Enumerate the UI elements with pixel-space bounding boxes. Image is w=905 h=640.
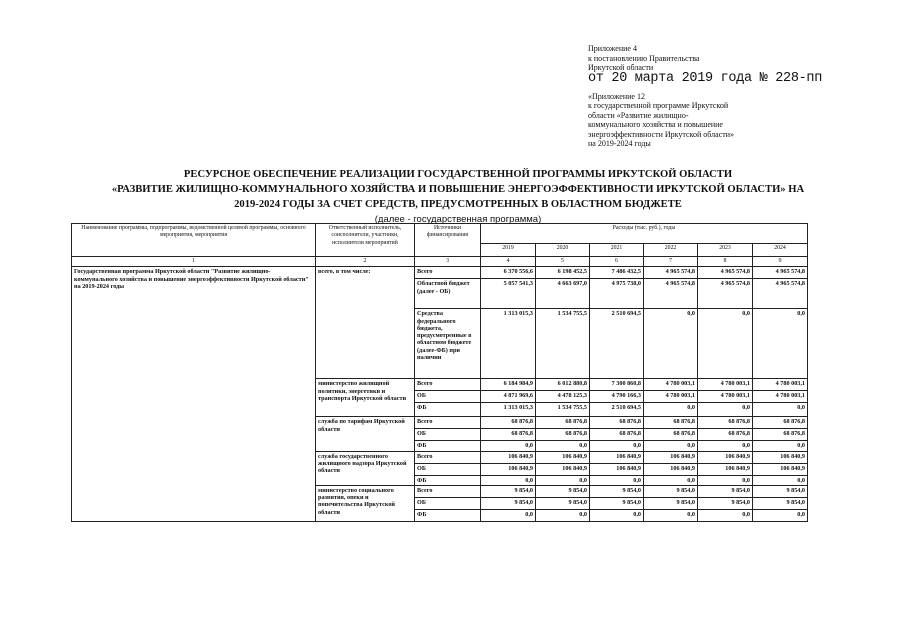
source-cell: ФБ bbox=[415, 441, 481, 451]
amount-cell: 106 840,9 bbox=[753, 451, 808, 463]
executor-cell: министерство жилищной политики, энергетики и транспорта Иркутской области bbox=[316, 379, 415, 417]
amount-cell: 7 486 432,5 bbox=[590, 267, 644, 279]
source-cell: Всего bbox=[415, 451, 481, 463]
column-number: 9 bbox=[753, 257, 808, 267]
amount-cell: 4 780 003,1 bbox=[644, 391, 698, 403]
amount-cell: 106 840,9 bbox=[644, 463, 698, 475]
program-name-cell: Государственная программа Иркутской области "Развитие жилищно-коммунального хозяйства и повышение энергоэффективности Иркутской области" на 2019-2024 годы bbox=[72, 267, 316, 522]
amount-cell: 4 965 574,8 bbox=[753, 267, 808, 279]
amount-cell: 0,0 bbox=[481, 441, 536, 451]
source-cell: Средства федерального бюджета, предусмотренные в областном бюджете (далее-ФБ) при наличии bbox=[415, 309, 481, 379]
header-program-name: Наименование программы, подпрограммы, ведомственной целевой программы, основного мероприятия, мероприятия bbox=[72, 224, 316, 257]
amount-cell: 0,0 bbox=[753, 475, 808, 485]
amount-cell: 0,0 bbox=[644, 441, 698, 451]
amount-cell: 68 876,8 bbox=[536, 417, 590, 429]
column-number: 7 bbox=[644, 257, 698, 267]
region-label: Иркутской области bbox=[588, 63, 654, 72]
amount-cell: 2 510 694,5 bbox=[590, 403, 644, 417]
source-cell: Всего bbox=[415, 417, 481, 429]
amount-cell: 106 840,9 bbox=[481, 451, 536, 463]
amount-cell: 4 780 003,1 bbox=[753, 391, 808, 403]
header-year: 2020 bbox=[536, 244, 590, 257]
amount-cell: 4 965 574,8 bbox=[644, 279, 698, 309]
amount-cell: 4 780 003,1 bbox=[644, 379, 698, 391]
amount-cell: 0,0 bbox=[698, 403, 753, 417]
resource-table bbox=[71, 223, 808, 522]
amount-cell: 4 478 125,3 bbox=[536, 391, 590, 403]
amount-cell: 0,0 bbox=[536, 441, 590, 451]
appendix-quote: «Приложение 12 bbox=[588, 91, 645, 101]
header-expenses: Расходы (тыс. руб.), годы bbox=[481, 224, 808, 244]
column-number: 5 bbox=[536, 257, 590, 267]
header-year: 2021 bbox=[590, 244, 644, 257]
column-number: 6 bbox=[590, 257, 644, 267]
amount-cell: 68 876,8 bbox=[698, 429, 753, 441]
title-line-1: РЕСУРСНОЕ ОБЕСПЕЧЕНИЕ РЕАЛИЗАЦИИ ГОСУДАРСТВЕННОЙ ПРОГРАММЫ ИРКУТСКОЙ ОБЛАСТИ bbox=[183, 169, 733, 180]
amount-cell: 9 854,0 bbox=[536, 497, 590, 509]
header-source: Источники финансирования bbox=[415, 224, 481, 257]
amount-cell: 0,0 bbox=[644, 309, 698, 379]
amount-cell: 9 854,0 bbox=[536, 485, 590, 497]
program-name-line-3: энергоэффективности Иркутской области» bbox=[588, 129, 735, 139]
amount-cell: 9 854,0 bbox=[644, 485, 698, 497]
amount-cell: 2 510 694,5 bbox=[590, 309, 644, 379]
amount-cell: 68 876,8 bbox=[753, 417, 808, 429]
column-number: 8 bbox=[698, 257, 753, 267]
amount-cell: 0,0 bbox=[481, 509, 536, 521]
amount-cell: 0,0 bbox=[590, 441, 644, 451]
source-cell: ОБ bbox=[415, 391, 481, 403]
amount-cell: 9 854,0 bbox=[590, 485, 644, 497]
amount-cell: 4 965 574,8 bbox=[753, 279, 808, 309]
amount-cell: 0,0 bbox=[698, 441, 753, 451]
header-year: 2023 bbox=[698, 244, 753, 257]
source-cell: ОБ bbox=[415, 429, 481, 441]
source-cell: Всего bbox=[415, 267, 481, 279]
amount-cell: 0,0 bbox=[644, 475, 698, 485]
source-cell: Всего bbox=[415, 379, 481, 391]
amount-cell: 68 876,8 bbox=[644, 417, 698, 429]
amount-cell: 106 840,9 bbox=[590, 451, 644, 463]
column-number: 2 bbox=[316, 257, 415, 267]
amount-cell: 106 840,9 bbox=[536, 463, 590, 475]
amount-cell: 9 854,0 bbox=[590, 497, 644, 509]
resolution-label: к постановлению Правительства bbox=[588, 53, 700, 63]
amount-cell: 68 876,8 bbox=[536, 429, 590, 441]
amount-cell: 0,0 bbox=[753, 309, 808, 379]
executor-cell: служба по тарифам Иркутской области bbox=[316, 417, 415, 451]
source-cell: ФБ bbox=[415, 509, 481, 521]
amount-cell: 6 370 556,6 bbox=[481, 267, 536, 279]
source-cell: Всего bbox=[415, 485, 481, 497]
amount-cell: 106 840,9 bbox=[698, 463, 753, 475]
date-number-stamp: от 20 марта 2019 года № 228-пп bbox=[588, 70, 823, 86]
amount-cell: 0,0 bbox=[698, 309, 753, 379]
amount-cell: 0,0 bbox=[481, 475, 536, 485]
column-number: 4 bbox=[481, 257, 536, 267]
amount-cell: 106 840,9 bbox=[698, 451, 753, 463]
amount-cell: 9 854,0 bbox=[753, 485, 808, 497]
amount-cell: 9 854,0 bbox=[481, 485, 536, 497]
to-program-label: к государственной программе Иркутской bbox=[588, 101, 729, 110]
amount-cell: 9 854,0 bbox=[698, 497, 753, 509]
amount-cell: 0,0 bbox=[536, 509, 590, 521]
amount-cell: 1 534 755,5 bbox=[536, 309, 590, 379]
document-header bbox=[588, 44, 822, 149]
program-years: на 2019-2024 годы bbox=[588, 139, 651, 148]
amount-cell: 0,0 bbox=[644, 403, 698, 417]
amount-cell: 4 780 003,1 bbox=[698, 379, 753, 391]
amount-cell: 68 876,8 bbox=[753, 429, 808, 441]
amount-cell: 9 854,0 bbox=[698, 485, 753, 497]
header-year: 2022 bbox=[644, 244, 698, 257]
amount-cell: 0,0 bbox=[590, 509, 644, 521]
header-executor: Ответственный исполнитель, соисполнители, участники, исполнители мероприятий bbox=[316, 224, 415, 257]
header-year: 2019 bbox=[481, 244, 536, 257]
amount-cell: 106 840,9 bbox=[644, 451, 698, 463]
header-year: 2024 bbox=[753, 244, 808, 257]
amount-cell: 106 840,9 bbox=[536, 451, 590, 463]
source-cell: ФБ bbox=[415, 403, 481, 417]
program-name-line-1: области «Развитие жилищно- bbox=[588, 110, 689, 120]
amount-cell: 6 184 984,9 bbox=[481, 379, 536, 391]
source-cell: ОБ bbox=[415, 497, 481, 509]
amount-cell: 4 965 574,8 bbox=[698, 279, 753, 309]
document-title bbox=[70, 167, 846, 227]
amount-cell: 0,0 bbox=[753, 403, 808, 417]
amount-cell: 4 663 697,0 bbox=[536, 279, 590, 309]
amount-cell: 7 300 860,8 bbox=[590, 379, 644, 391]
amount-cell: 0,0 bbox=[644, 509, 698, 521]
amount-cell: 1 313 015,3 bbox=[481, 403, 536, 417]
executor-cell: служба государственного жилищного надзора Иркутской области bbox=[316, 451, 415, 485]
amount-cell: 4 965 574,8 bbox=[644, 267, 698, 279]
title-line-2: «РАЗВИТИЕ ЖИЛИЩНО-КОММУНАЛЬНОГО ХОЗЯЙСТВА И ПОВЫШЕНИЕ ЭНЕРГОЭФФЕКТИВНОСТИ ИРКУТСКОЙ ОБЛАСТИ» НА bbox=[111, 184, 805, 195]
amount-cell: 6 198 452,5 bbox=[536, 267, 590, 279]
amount-cell: 1 534 755,5 bbox=[536, 403, 590, 417]
table-row bbox=[72, 267, 808, 279]
amount-cell: 68 876,8 bbox=[590, 417, 644, 429]
amount-cell: 9 854,0 bbox=[753, 497, 808, 509]
amount-cell: 0,0 bbox=[536, 475, 590, 485]
amount-cell: 4 871 969,6 bbox=[481, 391, 536, 403]
executor-cell: всего, в том числе: bbox=[316, 267, 415, 379]
source-cell: ФБ bbox=[415, 475, 481, 485]
appendix-label: Приложение 4 bbox=[588, 44, 637, 53]
source-cell: ОБ bbox=[415, 463, 481, 475]
amount-cell: 4 965 574,8 bbox=[698, 267, 753, 279]
amount-cell: 0,0 bbox=[698, 475, 753, 485]
amount-cell: 68 876,8 bbox=[698, 417, 753, 429]
amount-cell: 0,0 bbox=[698, 509, 753, 521]
amount-cell: 106 840,9 bbox=[753, 463, 808, 475]
amount-cell: 9 854,0 bbox=[481, 497, 536, 509]
amount-cell: 106 840,9 bbox=[590, 463, 644, 475]
amount-cell: 4 975 738,0 bbox=[590, 279, 644, 309]
amount-cell: 0,0 bbox=[753, 441, 808, 451]
amount-cell: 0,0 bbox=[590, 475, 644, 485]
column-number: 1 bbox=[72, 257, 316, 267]
amount-cell: 68 876,8 bbox=[644, 429, 698, 441]
amount-cell: 6 012 880,8 bbox=[536, 379, 590, 391]
column-number: 3 bbox=[415, 257, 481, 267]
title-subtitle: (далее - государственная программа) bbox=[374, 214, 542, 225]
program-name-line-2: коммунального хозяйства и повышение bbox=[588, 120, 723, 129]
amount-cell: 68 876,8 bbox=[481, 429, 536, 441]
amount-cell: 1 313 015,3 bbox=[481, 309, 536, 379]
executor-cell: министерство социального развития, опеки и попечительства Иркутской области bbox=[316, 485, 415, 521]
amount-cell: 68 876,8 bbox=[590, 429, 644, 441]
amount-cell: 4 780 003,1 bbox=[753, 379, 808, 391]
title-line-3: 2019-2024 ГОДЫ ЗА СЧЕТ СРЕДСТВ, ПРЕДУСМОТРЕННЫХ В ОБЛАСТНОМ БЮДЖЕТЕ bbox=[234, 199, 682, 210]
amount-cell: 68 876,8 bbox=[481, 417, 536, 429]
amount-cell: 9 854,0 bbox=[644, 497, 698, 509]
amount-cell: 0,0 bbox=[753, 509, 808, 521]
amount-cell: 4 790 166,3 bbox=[590, 391, 644, 403]
amount-cell: 4 780 003,1 bbox=[698, 391, 753, 403]
amount-cell: 106 840,9 bbox=[481, 463, 536, 475]
source-cell: Областной бюджет (далее - ОБ) bbox=[415, 279, 481, 309]
amount-cell: 5 057 541,3 bbox=[481, 279, 536, 309]
